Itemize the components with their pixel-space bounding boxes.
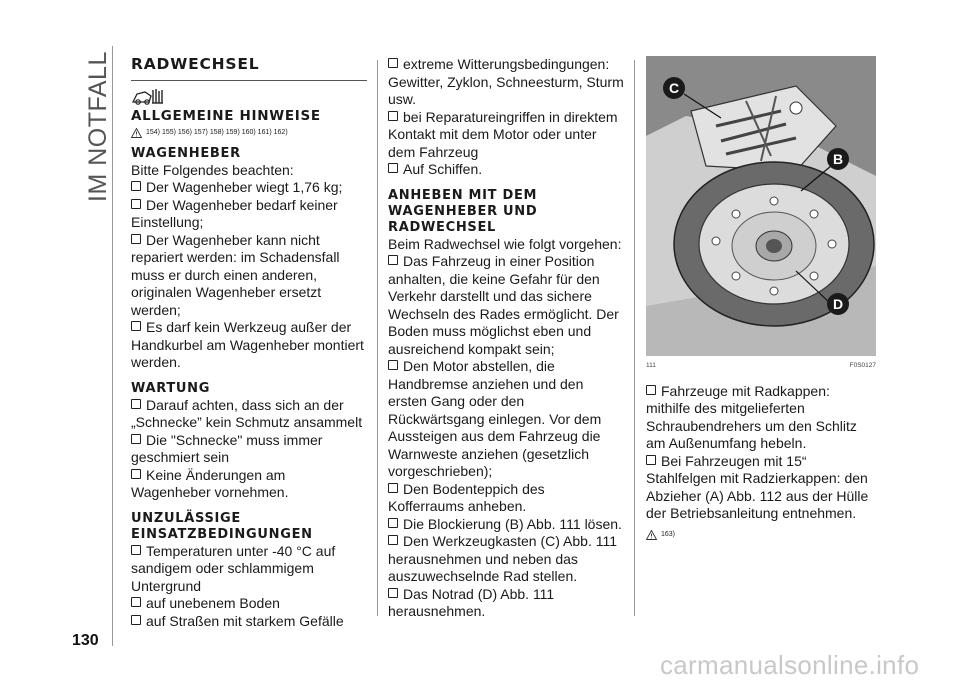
intro-text: Beim Radwechsel wie folgt vorgehen: <box>388 235 622 252</box>
step-item: Die Blockierung (B) Abb. 111 lösen. <box>388 516 624 534</box>
checkbox-bullet-icon <box>388 163 398 173</box>
checkbox-bullet-icon <box>388 483 398 493</box>
svg-text:C: C <box>668 80 680 96</box>
step-item: Den Werkzeugkasten (C) Abb. 111 herausnehmen und neben das auszuwechselnde Rad stellen. <box>388 533 617 584</box>
watermark: carmanualsonline.info <box>660 650 920 680</box>
vehicle-jack-icon <box>131 86 165 106</box>
list-item: extreme Witterungsbedingungen: Gewitter, Zyklon, Schneesturm, Sturm usw. <box>388 56 624 107</box>
intro-text: Bitte Folgendes beachten: <box>131 161 294 178</box>
list-item: Der Wagenheber wiegt 1,76 kg; <box>131 179 367 197</box>
column-1 <box>131 56 367 630</box>
figure-caption <box>646 357 876 375</box>
checkbox-bullet-icon <box>388 535 398 545</box>
heading-unzulaessig: UNZULÄSSIGE EINSATZBEDINGUNGEN <box>131 510 313 542</box>
checkbox-bullet-icon <box>131 199 141 209</box>
list-item: Der Wagenheber bedarf keiner Einstellung; <box>131 196 338 230</box>
checkbox-bullet-icon <box>131 545 141 555</box>
checkbox-bullet-icon <box>131 434 141 444</box>
svg-text:D: D <box>832 296 844 312</box>
list-item: bei Reparatureingriffen in direktem Kontakt mit dem Motor oder unter dem Fahrzeug <box>388 108 618 160</box>
list-item: Der Wagenheber kann nicht repariert werden: im Schadensfall muss er durch einen anderen, originalen Wagenheber ersetzt werden; <box>131 231 340 318</box>
checkbox-bullet-icon <box>388 518 398 528</box>
page-title: RADWECHSEL <box>131 56 367 81</box>
section-tab-label: IM NOTFALL <box>84 51 112 202</box>
warning-reference-numbers: 154) 155) 156) 157) 158) 159) 160) 161) 162) <box>146 128 288 136</box>
checkbox-bullet-icon <box>131 181 141 191</box>
column-divider-1 <box>377 60 378 616</box>
section-heading: ALLGEMEINE HINWEISE <box>131 107 321 124</box>
checkbox-bullet-icon <box>131 615 141 625</box>
checkbox-bullet-icon <box>131 321 141 331</box>
checkbox-bullet-icon <box>388 111 398 121</box>
side-rule <box>112 46 113 646</box>
list-item: Auf Schiffen. <box>388 161 624 179</box>
section-tab <box>78 50 112 210</box>
list-item: Fahrzeuge mit Radkappen: mithilfe des mitgelieferten Schraubendrehers um den Schlitz am Außenumfang hebeln. <box>646 382 857 451</box>
checkbox-bullet-icon <box>131 234 141 244</box>
warning-triangle-icon <box>646 530 657 540</box>
heading-wartung: WARTUNG <box>131 380 211 396</box>
column-divider-2 <box>634 60 635 616</box>
warning-reference <box>646 529 876 541</box>
list-item: Bei Fahrzeugen mit 15“ Stahlfelgen mit Radzierkappen: den Abzieher (A) Abb. 112 aus der Hülle der Betriebsanleitung entnehmen. <box>646 452 869 521</box>
step-item: Das Fahrzeug in einer Position anhalten, die keine Gefahr für den Verkehr darstellt und das sichere Wechseln des Rades ermöglicht. Der Boden muss möglichst eben und ausreichend kompakt sein; <box>388 253 619 357</box>
checkbox-bullet-icon <box>388 255 398 265</box>
step-item: Den Motor abstellen, die Handbremse anziehen und den ersten Gang oder den Rückwärtsgang einlegen. Vor dem Aussteigen aus dem Fahrzeug die Warnweste anziehen (gesetzlich vorgeschrieben); <box>388 358 602 479</box>
step-item: Das Notrad (D) Abb. 111 herausnehmen. <box>388 585 555 619</box>
list-item: Keine Änderungen am Wagenheber vornehmen. <box>131 466 289 500</box>
heading-wagenheber: WAGENHEBER <box>131 145 241 161</box>
step-item: Den Bodenteppich des Kofferraums anheben. <box>388 480 545 514</box>
heading-anheben: ANHEBEN MIT DEM WAGENHEBER UND RADWECHSEL <box>388 187 538 235</box>
checkbox-bullet-icon <box>646 455 656 465</box>
warning-triangle-icon <box>131 128 142 138</box>
spare-wheel-figure <box>646 56 876 356</box>
column-3 <box>646 56 876 545</box>
page-number: 130 <box>72 632 99 649</box>
list-item: Es darf kein Werkzeug außer der Handkurbel am Wagenheber montiert werden. <box>131 319 364 370</box>
list-item: Die "Schnecke" muss immer geschmiert sein <box>131 431 323 465</box>
checkbox-bullet-icon <box>646 385 656 395</box>
list-item: Temperaturen unter -40 °C auf sandigem oder schlammigem Untergrund <box>131 542 336 594</box>
figure-code: F0S0127 <box>849 362 876 369</box>
warning-reference-number: 163) <box>661 530 676 538</box>
svg-text:B: B <box>832 151 844 167</box>
checkbox-bullet-icon <box>131 399 141 409</box>
checkbox-bullet-icon <box>131 597 141 607</box>
checkbox-bullet-icon <box>131 469 141 479</box>
checkbox-bullet-icon <box>388 588 398 598</box>
list-item: auf Straßen mit starkem Gefälle <box>131 613 367 631</box>
warning-references <box>131 127 367 139</box>
checkbox-bullet-icon <box>388 58 398 68</box>
column-2 <box>388 56 624 621</box>
figure-number: 111 <box>646 362 656 369</box>
checkbox-bullet-icon <box>388 360 398 370</box>
vehicle-icons <box>131 86 367 106</box>
list-item: auf unebenem Boden <box>131 595 367 613</box>
list-item: Darauf achten, dass sich an der „Schnecke” kein Schmutz ansammelt <box>131 396 363 430</box>
callout-d <box>827 293 849 315</box>
callout-c <box>663 77 685 99</box>
callout-b <box>827 148 849 170</box>
